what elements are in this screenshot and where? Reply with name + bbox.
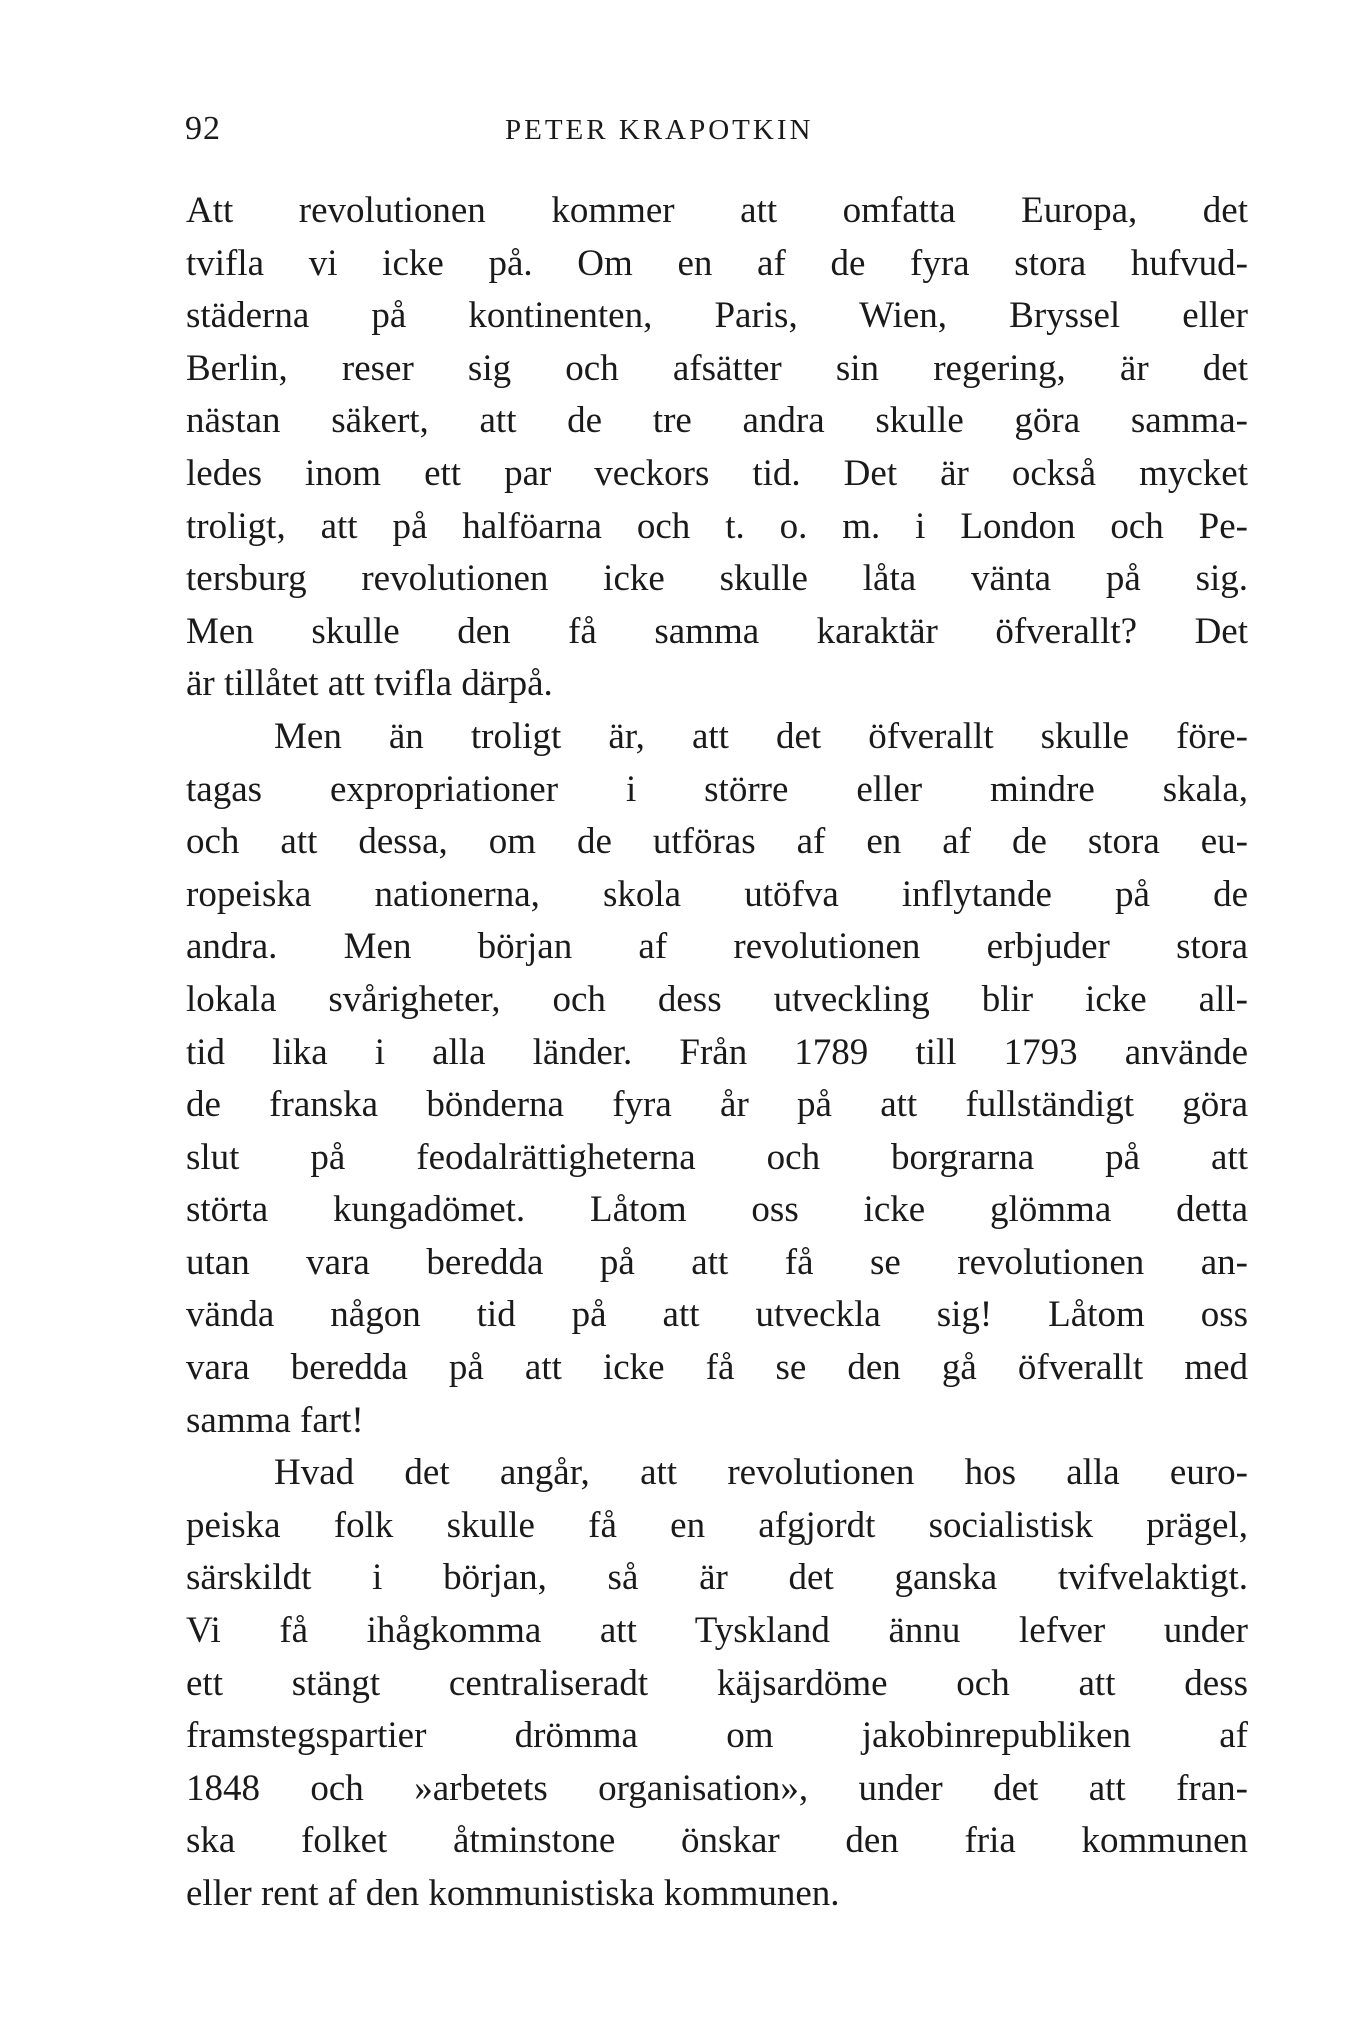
- running-head: PETER KRAPOTKIN: [505, 114, 814, 146]
- text-line: Hvad det angår, att revolutionen hos alla euro-: [274, 1452, 1248, 1494]
- text-line: särskildt i början, så är det ganska tvifvelaktigt.: [186, 1557, 1248, 1599]
- text-line: städerna på kontinenten, Paris, Wien, Bryssel eller: [186, 295, 1248, 337]
- text-line: nästan säkert, att de tre andra skulle göra samma-: [186, 400, 1248, 442]
- text-line: Berlin, reser sig och afsätter sin regering, är det: [186, 347, 1248, 389]
- text-line: de franska bönderna fyra år på att fullständigt göra: [186, 1084, 1248, 1126]
- text-line: Att revolutionen kommer att omfatta Europa, det: [186, 190, 1248, 231]
- body-text: [186, 185, 1248, 1921]
- text-line: utan vara beredda på att få se revolutionen an-: [186, 1241, 1248, 1283]
- text-line: andra. Men början af revolutionen erbjuder stora: [186, 926, 1248, 968]
- text-line: störta kungadömet. Låtom oss icke glömma detta: [186, 1189, 1248, 1231]
- page-number: 92: [185, 110, 221, 147]
- text-line: Men skulle den få samma karaktär öfverallt? Det: [186, 610, 1248, 652]
- text-line: peiska folk skulle få en afgjordt socialistisk prägel,: [186, 1504, 1248, 1546]
- text-line: ett stängt centraliseradt käjsardöme och att dess: [186, 1662, 1248, 1704]
- text-line: troligt, att på halföarna och t. o. m. i London och Pe-: [186, 505, 1248, 547]
- text-line: slut på feodalrättigheterna och borgrarna på att: [186, 1136, 1248, 1178]
- text-line: tid lika i alla länder. Från 1789 till 1793 använde: [186, 1031, 1248, 1073]
- text-line: tersburg revolutionen icke skulle låta vänta på sig.: [186, 558, 1248, 600]
- text-line: 1848 och »arbetets organisation», under det att fran-: [186, 1767, 1248, 1809]
- text-line: tagas expropriationer i större eller mindre skala,: [186, 768, 1248, 810]
- text-line: eller rent af den kommunistiska kommunen.: [186, 1873, 840, 1914]
- text-line: och att dessa, om de utföras af en af de stora eu-: [186, 821, 1248, 863]
- text-line: lokala svårigheter, och dess utveckling blir icke all-: [186, 978, 1248, 1020]
- text-line: samma fart!: [186, 1399, 364, 1441]
- text-line: vända någon tid på att utveckla sig! Låtom oss: [186, 1294, 1248, 1336]
- text-line: är tillåtet att tvifla därpå.: [186, 663, 553, 705]
- text-line: Men än troligt är, att det öfverallt skulle före-: [274, 715, 1248, 757]
- text-line: tvifla vi icke på. Om en af de fyra stora hufvud-: [186, 242, 1248, 284]
- text-line: ska folket åtminstone önskar den fria kommunen: [186, 1820, 1248, 1862]
- text-line: framstegspartier drömma om jakobinrepubliken af: [186, 1715, 1248, 1757]
- page-header: [185, 110, 1245, 160]
- text-line: vara beredda på att icke få se den gå öfverallt med: [186, 1347, 1248, 1389]
- text-line: ropeiska nationerna, skola utöfva inflytande på de: [186, 873, 1248, 915]
- text-line: ledes inom ett par veckors tid. Det är också mycket: [186, 452, 1248, 494]
- text-line: Vi få ihågkomma att Tyskland ännu lefver under: [186, 1610, 1248, 1652]
